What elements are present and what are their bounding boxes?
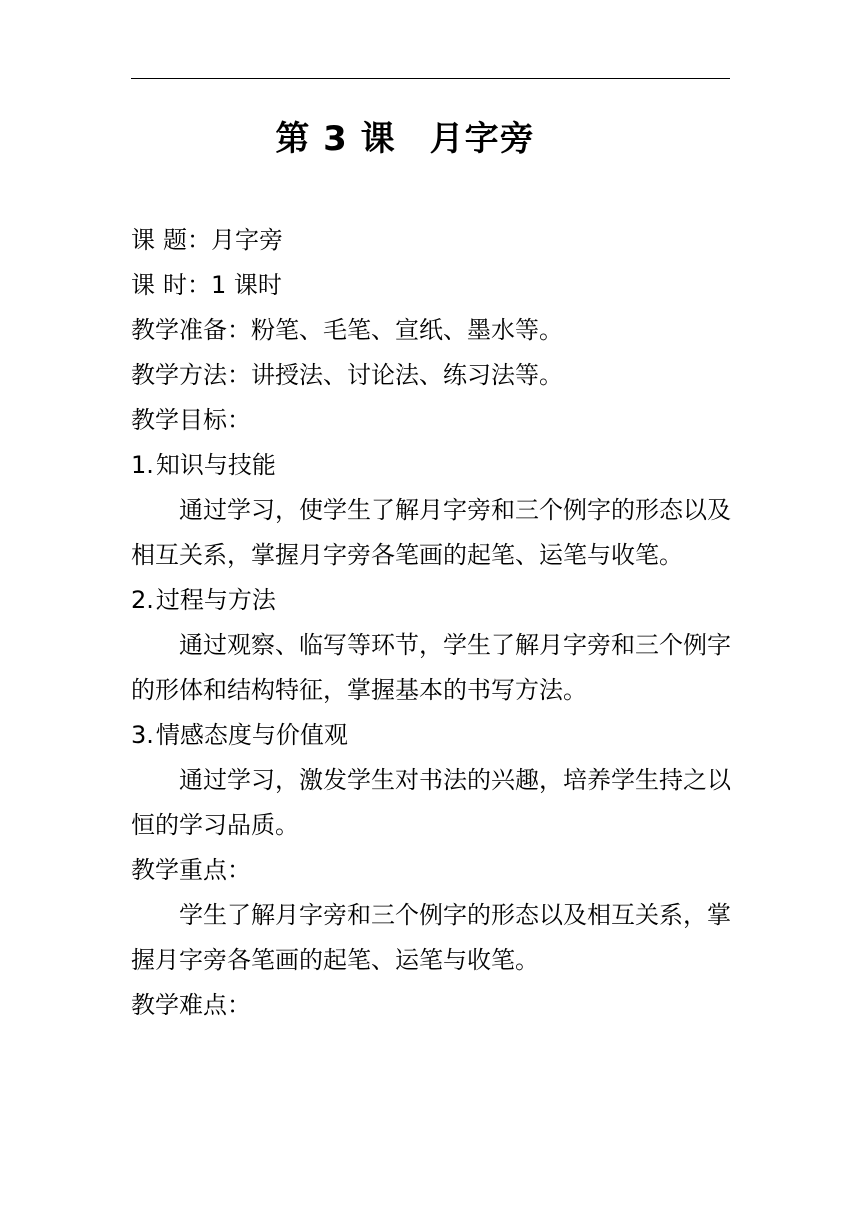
prep-line	[131, 308, 741, 353]
objective-3-heading	[131, 713, 741, 758]
objective-1-heading	[131, 443, 741, 488]
objectives-heading: 教学目标：	[131, 406, 251, 434]
objective-2-number: 2.	[131, 586, 154, 614]
topic-value: 月字旁	[211, 226, 283, 254]
objective-2-title: 过程与方法	[155, 586, 276, 614]
difficulties-heading: 教学难点：	[131, 991, 251, 1019]
topic-label-char2: 题：	[163, 226, 211, 254]
hours-label-char2: 时：	[163, 271, 211, 299]
topic-line	[131, 218, 741, 263]
method-value: 讲授法、讨论法、练习法等。	[251, 361, 563, 389]
key-points-heading: 教学重点：	[131, 856, 251, 884]
lesson-name: 月字旁	[429, 119, 535, 159]
prep-value: 粉笔、毛笔、宣纸、墨水等。	[251, 316, 563, 344]
method-label: 教学方法：	[131, 361, 251, 389]
objective-2-heading	[131, 578, 741, 623]
topic-label-char: 课	[131, 226, 155, 254]
method-line	[131, 353, 741, 398]
document-body	[131, 218, 741, 1028]
hours-label-char: 课	[131, 271, 155, 299]
objective-3-title: 情感态度与价值观	[155, 721, 348, 749]
objective-3-text: 通过学习，激发学生对书法的兴趣，培养学生持之以恒的学习品质。	[131, 766, 731, 839]
hours-value: 1 课时	[211, 271, 282, 299]
header-rule	[131, 78, 730, 79]
prep-label: 教学准备：	[131, 316, 251, 344]
objective-2-text: 通过观察、临写等环节，学生了解月字旁和三个例字的形体和结构特征，掌握基本的书写方法。	[131, 631, 731, 704]
objective-1-text: 通过学习，使学生了解月字旁和三个例字的形态以及相互关系，掌握月字旁各笔画的起笔、运笔与收笔。	[131, 496, 731, 569]
lesson-title	[0, 112, 810, 166]
objective-1-title: 知识与技能	[155, 451, 276, 479]
key-points-text: 学生了解月字旁和三个例字的形态以及相互关系，掌握月字旁各笔画的起笔、运笔与收笔。	[131, 901, 731, 974]
objective-1-number: 1.	[131, 451, 154, 479]
hours-line	[131, 263, 741, 308]
objective-3-number: 3.	[131, 721, 154, 749]
lesson-number: 第 3 课	[275, 119, 396, 159]
topic-label	[131, 218, 211, 263]
hours-label	[131, 263, 211, 308]
